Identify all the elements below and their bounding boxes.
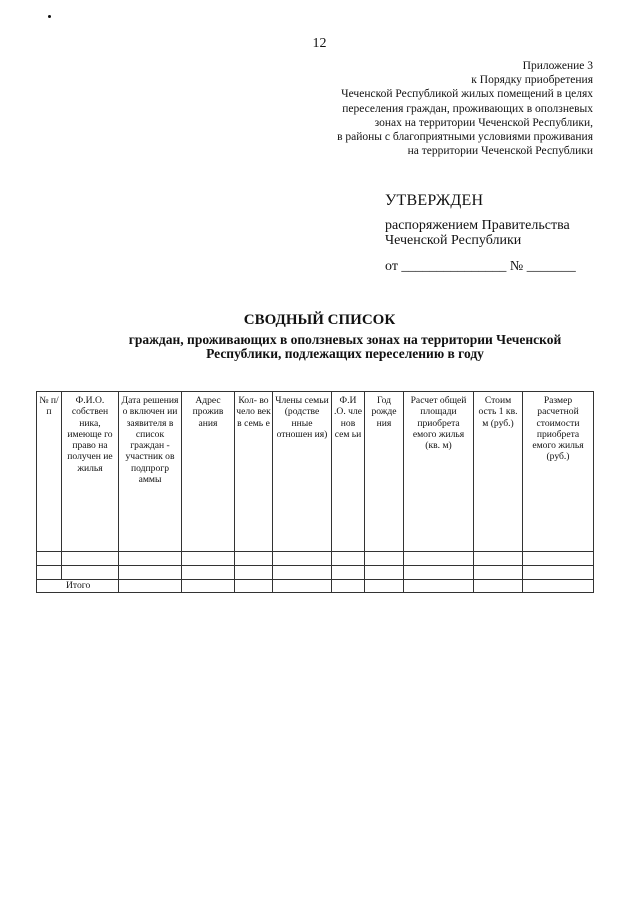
table-header-cell: № п/ п bbox=[37, 392, 62, 552]
table-row bbox=[37, 552, 594, 566]
table-row bbox=[37, 566, 594, 580]
table-cell bbox=[182, 580, 235, 593]
table-cell bbox=[182, 552, 235, 566]
table-cell bbox=[474, 580, 523, 593]
table-header-cell: Адрес прожив ания bbox=[182, 392, 235, 552]
table-cell bbox=[62, 552, 119, 566]
document-title: СВОДНЫЙ СПИСОК bbox=[243, 312, 396, 328]
appendix-line: в районы с благоприятными условиями проживания bbox=[337, 131, 593, 144]
approval-title: УТВЕРЖДЕН bbox=[385, 192, 484, 209]
page-number: 12 bbox=[312, 36, 327, 51]
table-cell bbox=[37, 552, 62, 566]
table-cell bbox=[474, 566, 523, 580]
table-cell bbox=[523, 566, 594, 580]
table-header-cell: Кол- во чело век в семь е bbox=[235, 392, 273, 552]
table-cell bbox=[62, 566, 119, 580]
table-cell bbox=[404, 566, 474, 580]
appendix-line: зонах на территории Чеченской Республики, bbox=[374, 116, 593, 129]
table-header-cell: Год рожде ния bbox=[365, 392, 404, 552]
total-label: Итого bbox=[37, 580, 119, 593]
approval-block bbox=[385, 192, 605, 275]
table-header-cell: Стоим ость 1 кв. м (руб.) bbox=[474, 392, 523, 552]
document-subtitle: граждан, проживающих в оползневых зонах на территории Чеченской Республики, подлежащих переселению в году bbox=[128, 332, 562, 361]
table-total-row bbox=[37, 580, 594, 593]
table-header-cell: Расчет общей площади приобрета емого жилья (кв. м) bbox=[404, 392, 474, 552]
table-cell bbox=[523, 580, 594, 593]
table-cell bbox=[332, 580, 365, 593]
table-cell bbox=[365, 566, 404, 580]
table-cell bbox=[273, 580, 332, 593]
appendix-line: Чеченской Республикой жилых помещений в целях bbox=[341, 88, 593, 101]
table-cell bbox=[404, 552, 474, 566]
table-cell bbox=[235, 580, 273, 593]
appendix-line: Приложение 3 bbox=[522, 60, 593, 72]
table-cell bbox=[37, 566, 62, 580]
table-cell bbox=[404, 580, 474, 593]
table-header-cell: Ф.И.О. собствен ника, имеюще го право на получен ие жилья bbox=[62, 392, 119, 552]
table-cell bbox=[365, 552, 404, 566]
table-cell bbox=[523, 552, 594, 566]
appendix-line: на территории Чеченской Республики bbox=[407, 145, 593, 158]
appendix-line: переселения граждан, проживающих в оползневых bbox=[342, 102, 593, 115]
approval-line bbox=[385, 218, 605, 248]
table-header-cell: Ф.И .О. чле нов сем ьи bbox=[332, 392, 365, 552]
approval-authority-2: Чеченской Республики bbox=[385, 233, 522, 248]
approval-authority: распоряжением Правительства bbox=[385, 218, 570, 233]
table-cell bbox=[119, 566, 182, 580]
scan-dot bbox=[48, 15, 51, 18]
table-cell bbox=[119, 552, 182, 566]
table-cell bbox=[273, 552, 332, 566]
table-cell bbox=[119, 580, 182, 593]
table-cell bbox=[235, 566, 273, 580]
approval-date-line: от _______________ № _______ bbox=[385, 259, 576, 274]
table-cell bbox=[332, 566, 365, 580]
table-cell bbox=[182, 566, 235, 580]
table-cell bbox=[365, 580, 404, 593]
appendix-line: к Порядку приобретения bbox=[471, 74, 593, 87]
table-cell bbox=[474, 552, 523, 566]
appendix-block bbox=[253, 59, 593, 158]
table-header-cell: Члены семьи (родстве нные отношен ия) bbox=[273, 392, 332, 552]
summary-table bbox=[36, 391, 594, 593]
table-header-cell: Размер расчетной стоимости приобрета емого жилья (руб.) bbox=[523, 392, 594, 552]
table-cell bbox=[273, 566, 332, 580]
table-cell bbox=[332, 552, 365, 566]
table-header-row bbox=[37, 392, 594, 552]
table-header-cell: Дата решения о включен ии заявителя в список граждан - участник ов подпрогр аммы bbox=[119, 392, 182, 552]
table-cell bbox=[235, 552, 273, 566]
